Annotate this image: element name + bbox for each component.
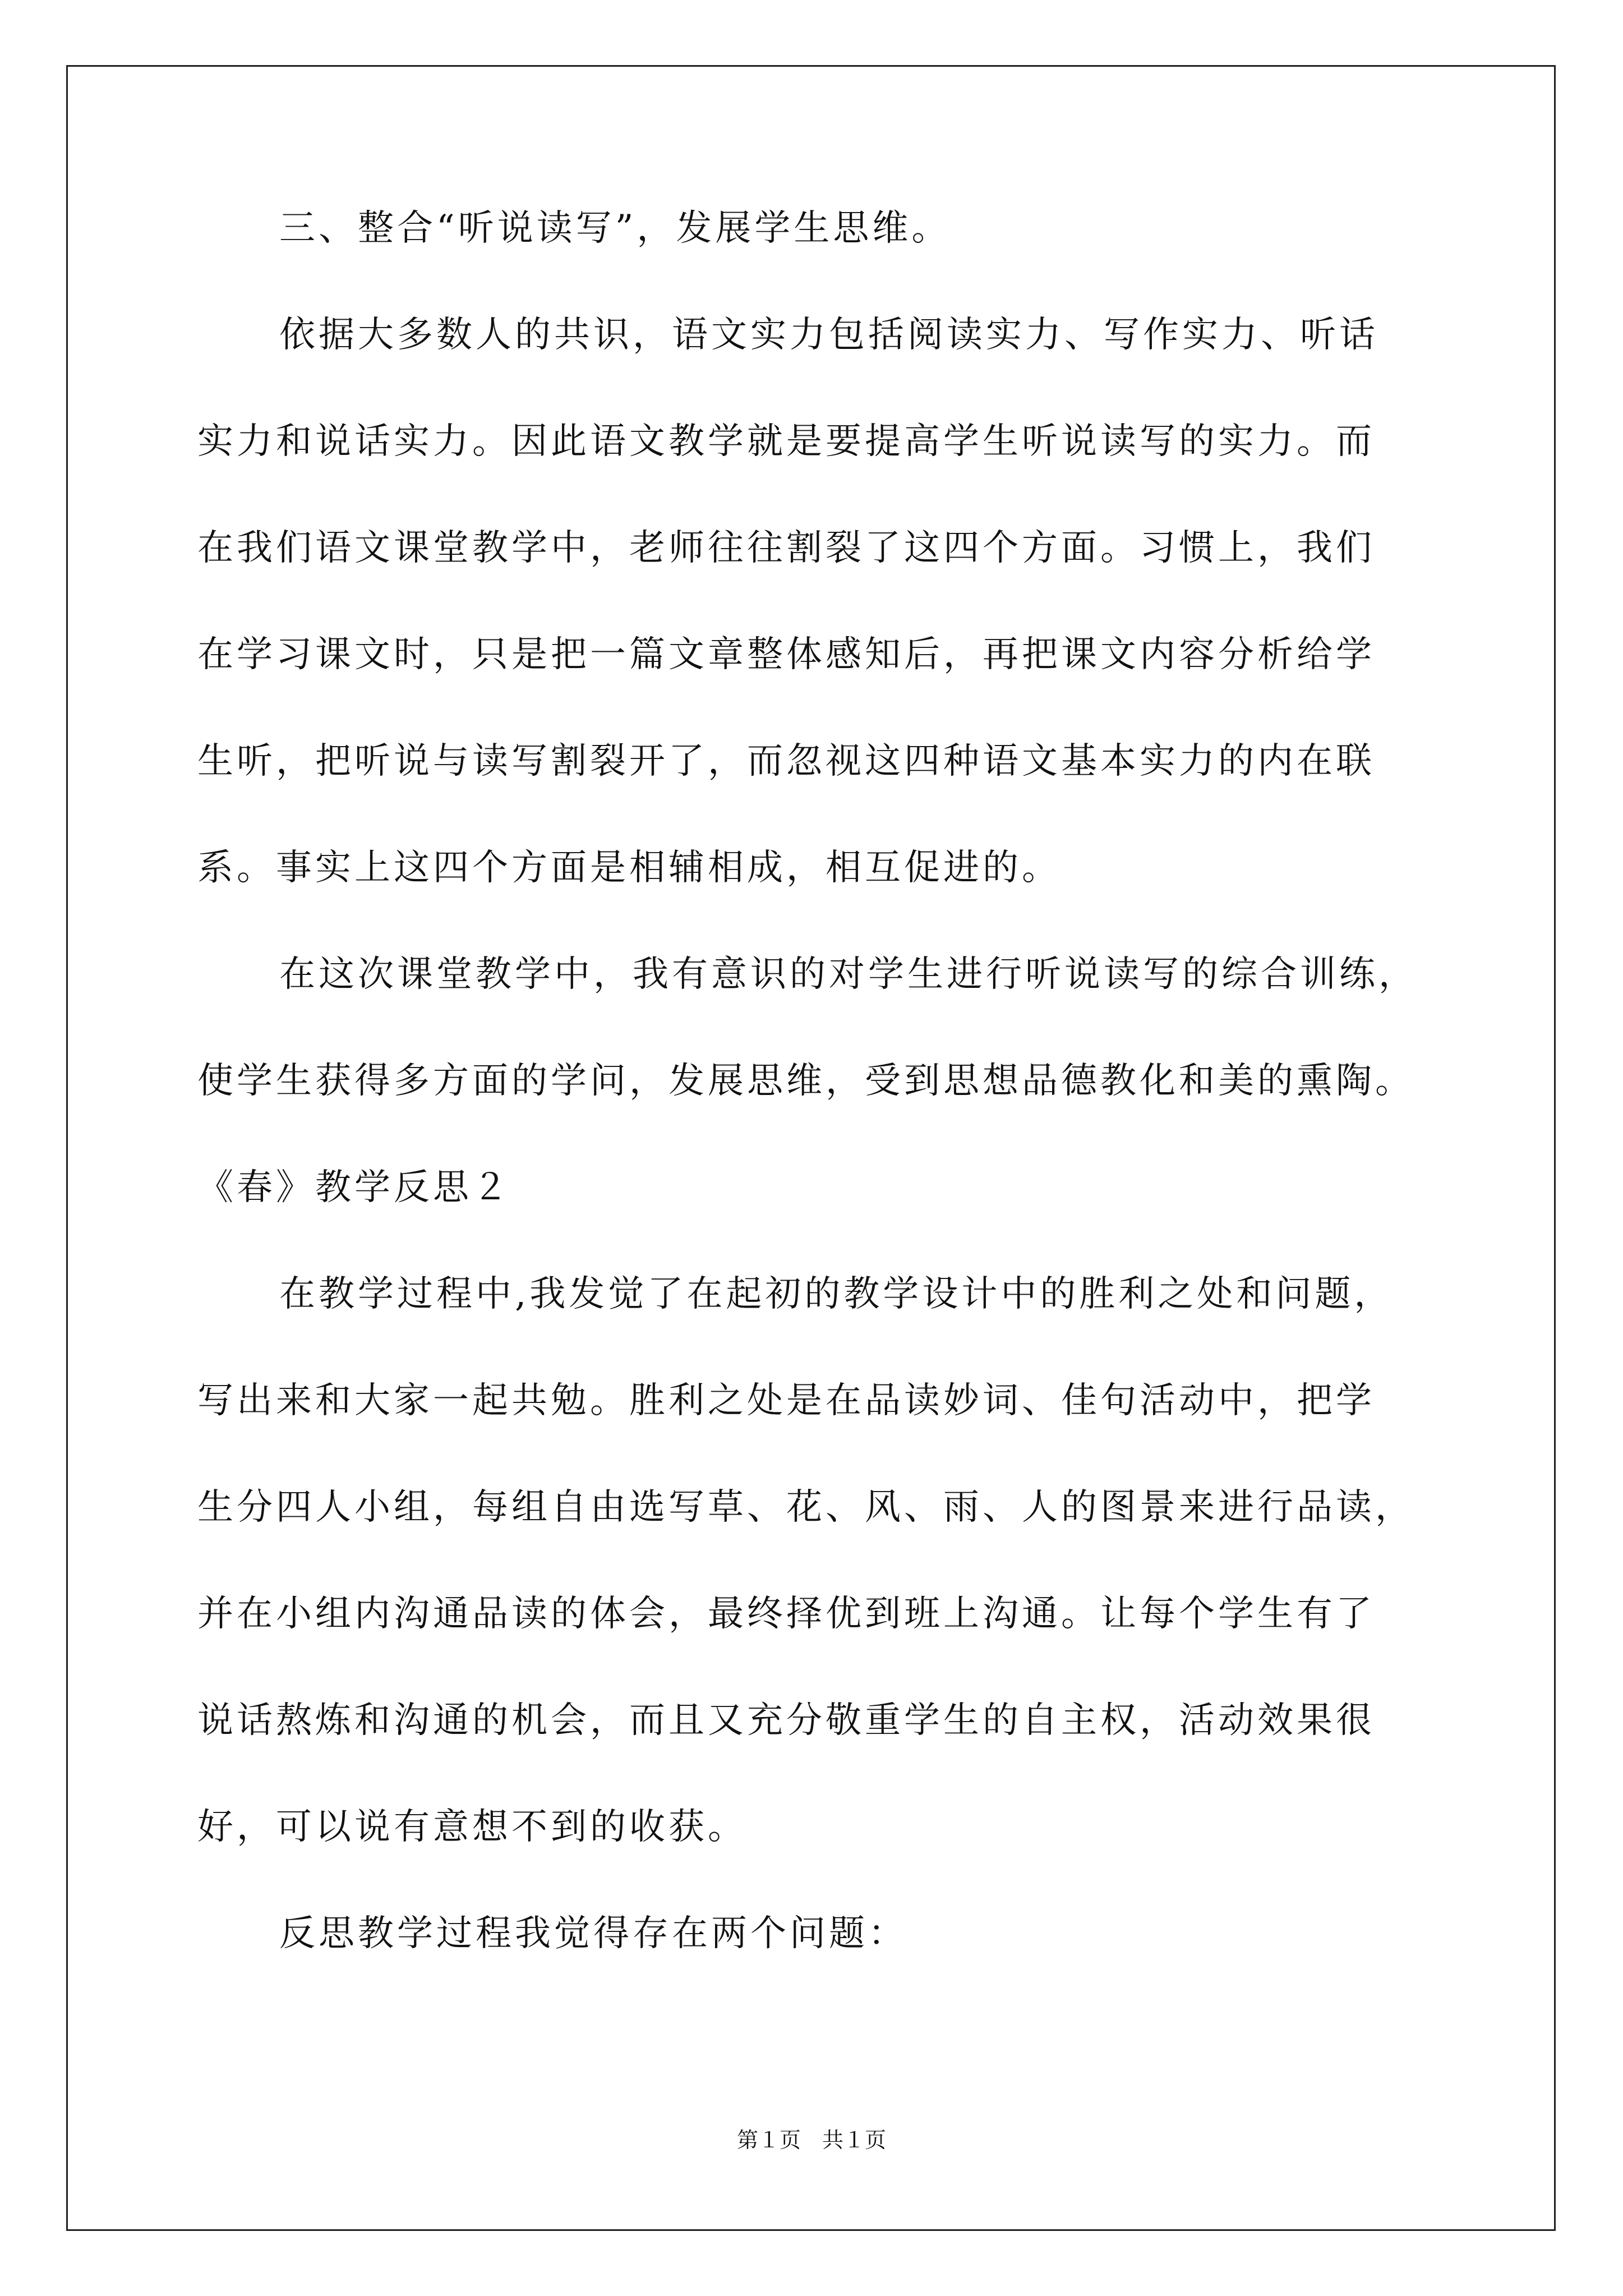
paragraph-line: 使学生获得多方面的学问，发展思维，受到思想品德教化和美的熏陶。 bbox=[197, 1060, 1414, 1102]
paragraph-line: 写出来和大家一起共勉。胜利之处是在品读妙词、佳句活动中，把学 bbox=[197, 1380, 1375, 1421]
paragraph-line: 说话熬炼和沟通的机会，而且又充分敬重学生的自主权，活动效果很 bbox=[197, 1700, 1375, 1741]
article-title: 《春》教学反思２ bbox=[197, 1167, 511, 1208]
paragraph-line: 生分四人小组，每组自由选写草、花、风、雨、人的图景来进行品读， bbox=[197, 1487, 1414, 1528]
paragraph-line: 反思教学过程我觉得存在两个问题： bbox=[279, 1913, 907, 1954]
paragraph-line: 并在小组内沟通品读的体会，最终择优到班上沟通。让每个学生有了 bbox=[197, 1593, 1375, 1635]
paragraph-line: 实力和说话实力。因此语文教学就是要提高学生听说读写的实力。而 bbox=[197, 421, 1375, 462]
paragraph-line: 在学习课文时，只是把一篇文章整体感知后，再把课文内容分析给学 bbox=[197, 634, 1375, 675]
paragraph-line: 依据大多数人的共识，语文实力包括阅读实力、写作实力、听话 bbox=[279, 314, 1378, 356]
paragraph-line: 在教学过程中,我发觉了在起初的教学设计中的胜利之处和问题， bbox=[279, 1273, 1394, 1315]
paragraph-line: 系。事实上这四个方面是相辅相成，相互促进的。 bbox=[197, 847, 1061, 889]
paragraph-line: 在这次课堂教学中，我有意识的对学生进行听说读写的综合训练， bbox=[279, 954, 1418, 995]
section-heading: 三、整合“听说读写”，发展学生思维。 bbox=[279, 208, 951, 249]
page-border bbox=[66, 65, 1556, 2231]
paragraph-line: 生听，把听说与读写割裂开了，而忽视这四种语文基本实力的内在联 bbox=[197, 740, 1375, 782]
paragraph-line: 在我们语文课堂教学中，老师往往割裂了这四个方面。习惯上，我们 bbox=[197, 527, 1375, 569]
page-number: 第１页 共１页 bbox=[736, 2128, 886, 2152]
paragraph-line: 好，可以说有意想不到的收获。 bbox=[197, 1806, 747, 1848]
